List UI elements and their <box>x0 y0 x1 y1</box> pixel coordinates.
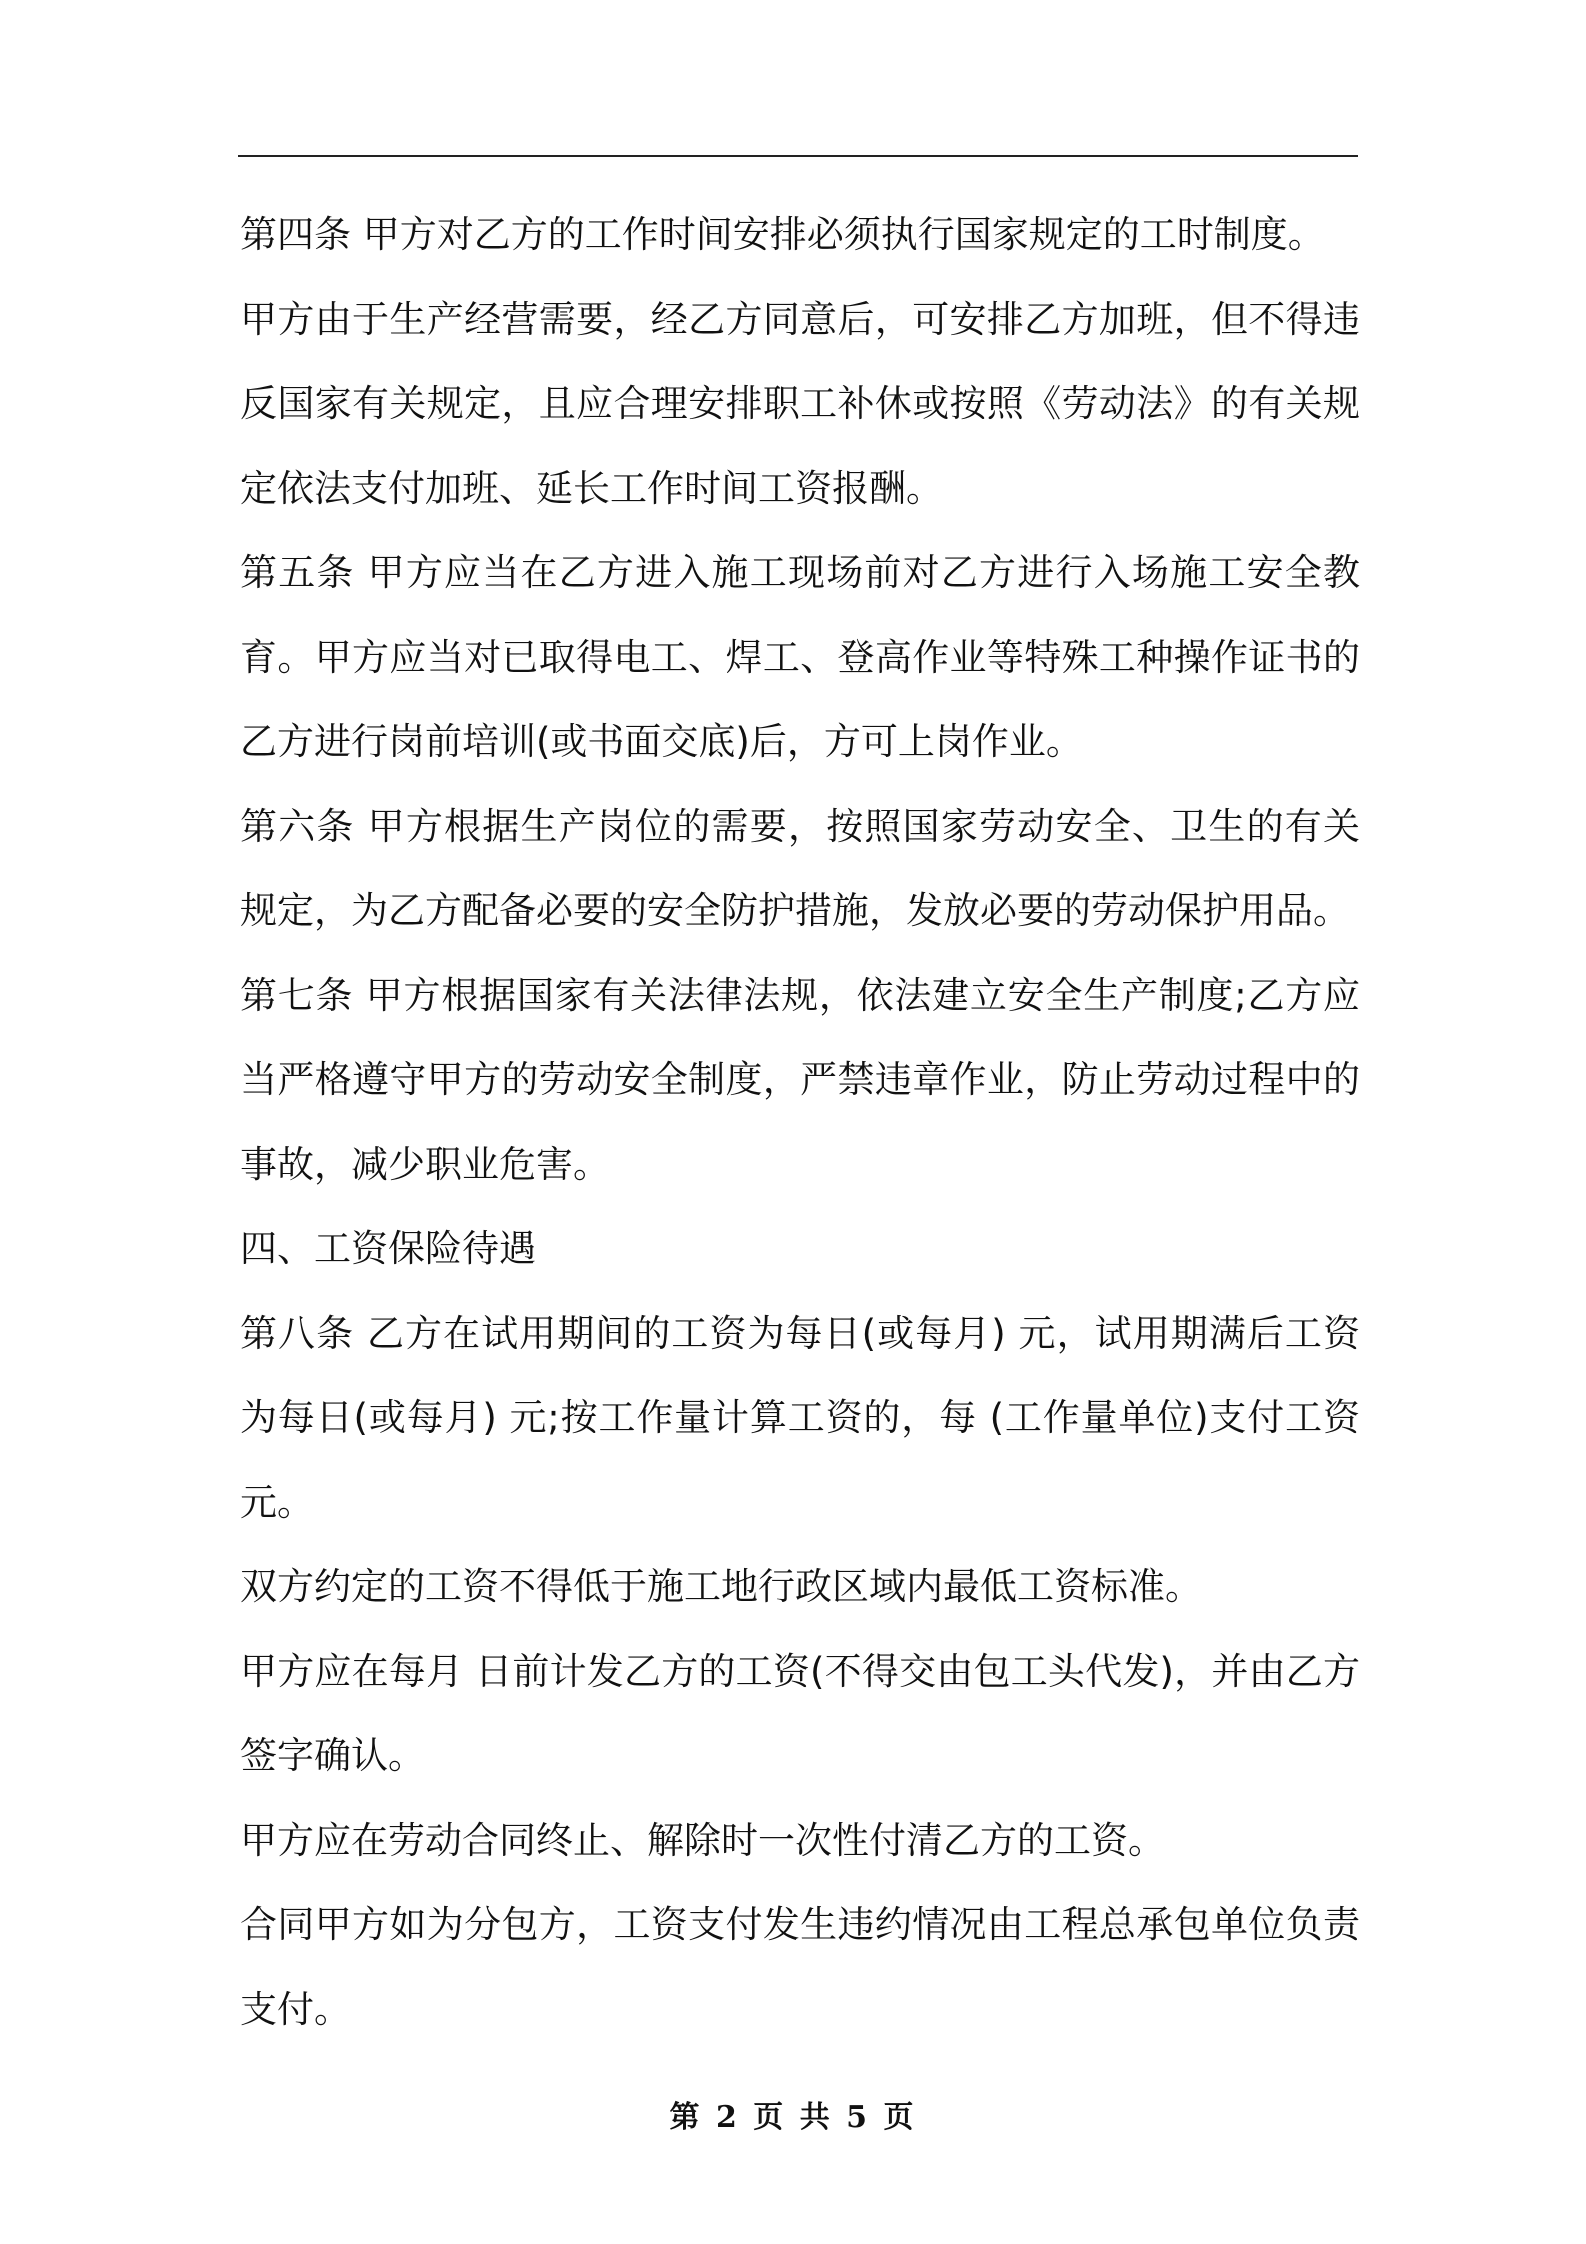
paragraph-article-5: 第五条 甲方应当在乙方进入施工现场前对乙方进行入场施工安全教育。甲方应当对已取得电工、焊工、登高作业等特殊工种操作证书的乙方进行岗前培训(或书面交底)后，方可上岗作业。 <box>240 551 1360 763</box>
document-body <box>240 193 1360 2052</box>
paragraph-minimum-wage: 双方约定的工资不得低于施工地行政区域内最低工资标准。 <box>240 1565 1202 1608</box>
section-heading-wages: 四、工资保险待遇 <box>240 1227 536 1270</box>
paragraph-subcontractor: 合同甲方如为分包方，工资支付发生违约情况由工程总承包单位负责支付。 <box>240 1903 1360 2031</box>
header-rule <box>238 155 1358 157</box>
paragraph-article-7: 第七条 甲方根据国家有关法律法规，依法建立安全生产制度;乙方应当严格遵守甲方的劳动安全制度，严禁违章作业，防止劳动过程中的事故，减少职业危害。 <box>240 973 1360 1186</box>
paragraph-overtime: 甲方由于生产经营需要，经乙方同意后，可安排乙方加班，但不得违反国家有关规定，且应合理安排职工补休或按照《劳动法》的有关规定依法支付加班、延长工作时间工资报酬。 <box>240 297 1360 510</box>
paragraph-final-pay: 甲方应在劳动合同终止、解除时一次性付清乙方的工资。 <box>240 1818 1165 1862</box>
paragraph-payday: 甲方应在每月 日前计发乙方的工资(不得交由包工头代发)，并由乙方签字确认。 <box>240 1649 1360 1777</box>
paragraph-article-6: 第六条 甲方根据生产岗位的需要，按照国家劳动安全、卫生的有关规定，为乙方配备必要的安全防护措施，发放必要的劳动保护用品。 <box>240 804 1360 932</box>
paragraph-article-8: 第八条 乙方在试用期间的工资为每日(或每月) 元，试用期满后工资为每日(或每月) 元;按工作量计算工资的，每 (工作量单位)支付工资 元。 <box>240 1311 1360 1524</box>
page-number-footer: 第 2 页 共 5 页 <box>669 2100 917 2135</box>
paragraph-article-4: 第四条 甲方对乙方的工作时间安排必须执行国家规定的工时制度。 <box>240 213 1325 256</box>
